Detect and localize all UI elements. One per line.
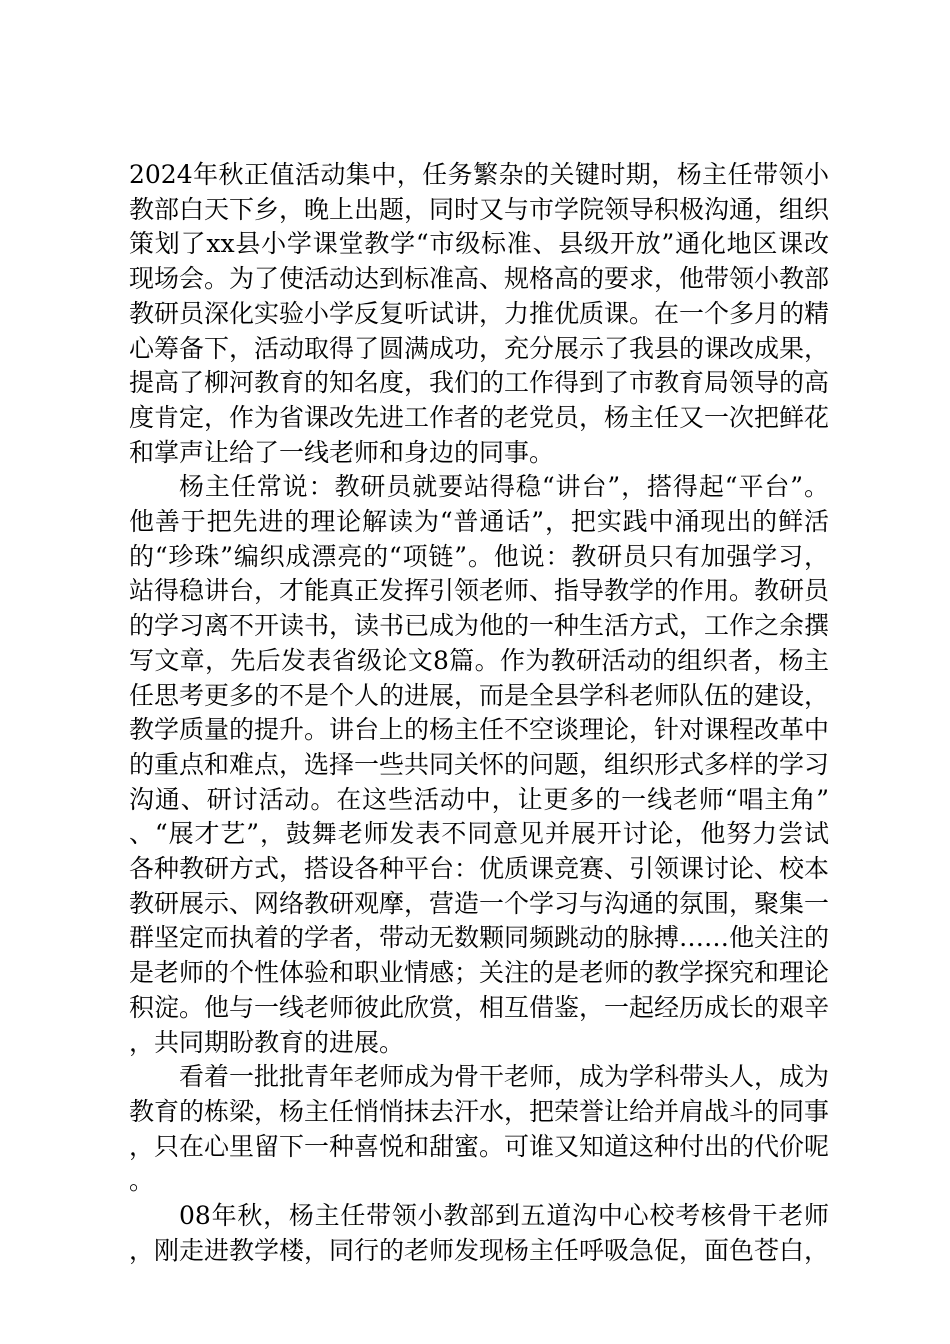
paragraph-2: 杨主任常说：教研员就要站得稳“讲台”，搭得起“平台”。他善于把先进的理论解读为“普通话”，把实践中涌现出的鲜活的“珍珠”编织成漂亮的“项链”。他说：教研员只有加强学习，站得稳讲台，才能真正发挥引领老师、指导教学的作用。教研员的学习离不开读书，读书已成为他的一种生活方式，工作之余撰写文章，先后发表省级论文8篇。作为教研活动的组织者，杨主任思考更多的不是个人的进展，而是全县学科老师队伍的建设，教学质量的提升。讲台上的杨主任不空谈理论，针对课程改革中的重点和难点，选择一些共同关怀的问题，组织形式多样的学习沟通、研讨活动。在这些活动中，让更多的一线老师“唱主角”、“展才艺”，鼓舞老师发表不同意见并展开讨论，他努力尝试各种教研方式，搭设各种平台：优质课竞赛、引领课讨论、校本教研展示、网络教研观摩，营造一个学习与沟通的氛围，聚集一群坚定而执着的学者，带动无数颗同频跳动的脉搏……他关注的是老师的个性体验和职业情感；关注的是老师的教学探究和理论积淀。他与一线老师彼此欣赏，相互借鉴，一起经历成长的艰辛，共同期盼教育的进展。 [129,472,830,1057]
paragraph-4: 08年秋，杨主任带领小教部到五道沟中心校考核骨干老师，刚走进教学楼，同行的老师发现杨主任呼吸急促，面色苍白， [129,1201,830,1265]
paragraph-1: 2024年秋正值活动集中，任务繁杂的关键时期，杨主任带领小教部白天下乡，晚上出题，同时又与市学院领导积极沟通，组织策划了xx县小学课堂教学“市级标准、县级开放”通化地区课改现场会。为了使活动达到标准高、规格高的要求，他带领小教部教研员深化实验小学反复听试讲，力推优质课。在一个多月的精心筹备下，活动取得了圆满成功，充分展示了我县的课改成果，提高了柳河教育的知名度，我们的工作得到了市教育局领导的高度肯定，作为省课改先进工作者的老党员，杨主任又一次把鲜花和掌声让给了一线老师和身边的同事。 [129,160,830,467]
document-body [129,158,829,1269]
paragraph-3: 看着一批批青年老师成为骨干老师，成为学科带头人，成为教育的栋梁，杨主任悄悄抹去汗水，把荣誉让给并肩战斗的同事，只在心里留下一种喜悦和甜蜜。可谁又知道这种付出的代价呢。 [129,1062,830,1196]
